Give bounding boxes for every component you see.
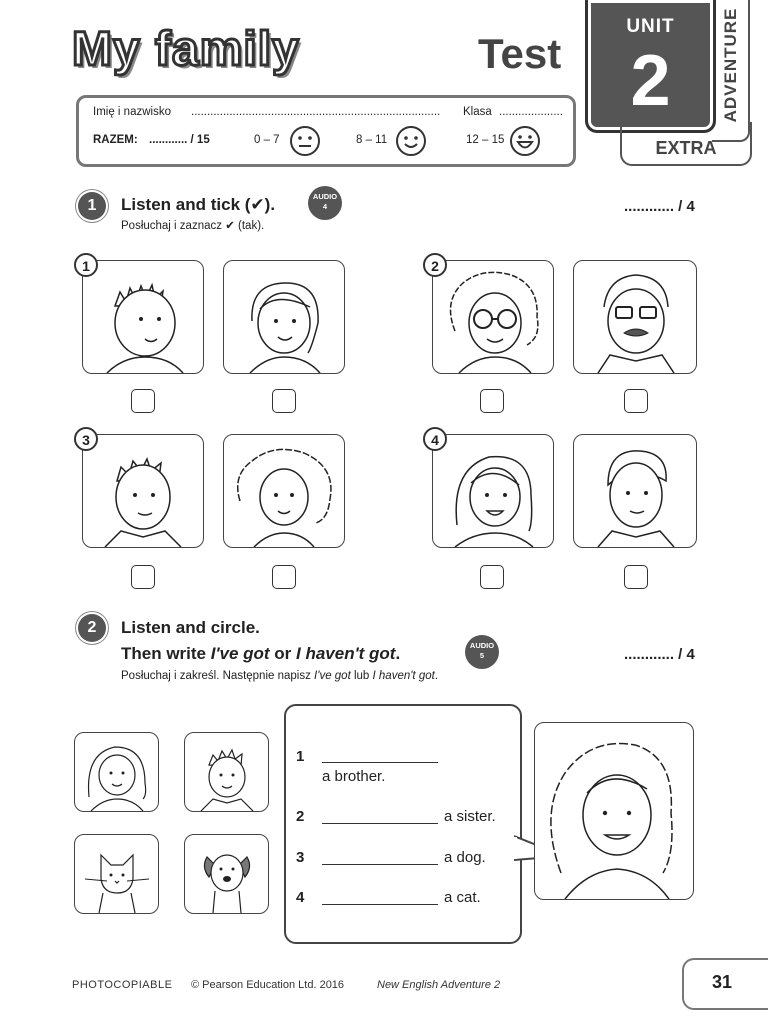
picture-boy-short-hair	[82, 434, 204, 548]
tick-box-3b[interactable]	[272, 565, 296, 589]
audio-track: 4	[322, 202, 328, 211]
class-field[interactable]: ....................	[499, 106, 563, 118]
tick-box-4b[interactable]	[624, 565, 648, 589]
picture-girl-curly-hair	[223, 434, 345, 548]
item-3-badge: 3	[74, 427, 98, 451]
task-1-number: 1	[78, 192, 106, 220]
task-1-score: ............ / 4	[624, 198, 695, 215]
tick-box-1a[interactable]	[131, 389, 155, 413]
name-field[interactable]: ..............................................................................	[191, 106, 441, 118]
sentence-3-number: 3	[296, 849, 305, 866]
name-label: Imię i nazwisko	[93, 106, 171, 118]
total-score: ............ / 15	[149, 134, 210, 146]
footer-book-title: New English Adventure 2	[377, 979, 501, 991]
tick-box-4a[interactable]	[480, 565, 504, 589]
range-low: 0 – 7	[254, 134, 280, 146]
task-2-subtitle	[121, 670, 438, 682]
footer-copyright: © Pearson Education Ltd. 2016	[191, 979, 345, 991]
range-high: 12 – 15	[466, 134, 505, 146]
title-italic: I've got	[210, 644, 270, 663]
picture-cat[interactable]	[74, 834, 159, 914]
item-1-badge: 1	[74, 253, 98, 277]
unit-tab	[585, 0, 716, 133]
picture-sister[interactable]	[74, 732, 159, 812]
series-label: ADVENTURE	[721, 7, 740, 123]
sentence-2-blank[interactable]	[322, 809, 438, 824]
footer-photocopiable: PHOTOCOPIABLE	[72, 979, 173, 991]
picture-brother[interactable]	[184, 732, 269, 812]
extra-tab	[620, 122, 752, 166]
page-number: 31	[712, 972, 733, 992]
tick-box-1b[interactable]	[272, 389, 296, 413]
subtitle-part: Posłuchaj i zakreśl. Następnie napisz	[121, 670, 315, 682]
unit-number: 2	[630, 41, 671, 121]
sentence-3-blank[interactable]	[322, 850, 438, 865]
subtitle-part: .	[434, 670, 439, 682]
picture-woman-long-hair	[432, 434, 554, 548]
adventure-strip	[712, 0, 750, 142]
audio-label: AUDIO	[469, 641, 495, 650]
subtitle-italic: I've got	[314, 670, 351, 682]
test-label: Test	[478, 30, 562, 77]
audio-track: 5	[479, 651, 485, 660]
page-number-box	[682, 958, 768, 1010]
neutral-face-icon	[289, 125, 321, 162]
tick-box-3a[interactable]	[131, 565, 155, 589]
picture-man-side-part	[573, 434, 697, 548]
picture-dog[interactable]	[184, 834, 269, 914]
task-2-number: 2	[78, 614, 106, 642]
picture-man-moustache-glasses	[573, 260, 697, 374]
sentence-4-text: a cat.	[444, 889, 481, 906]
audio-label: AUDIO	[312, 192, 338, 201]
task-1-subtitle: Posłuchaj i zaznacz ✔ (tak).	[121, 220, 265, 232]
sentence-4-number: 4	[296, 889, 305, 906]
sentence-4-blank[interactable]	[322, 890, 438, 905]
page-title: My family	[72, 23, 300, 76]
item-2-badge: 2	[423, 253, 447, 277]
tick-box-2b[interactable]	[624, 389, 648, 413]
subtitle-part: lub	[350, 670, 373, 682]
extra-label: EXTRA	[655, 138, 717, 158]
big-smile-face-icon	[509, 125, 541, 162]
student-info-box	[76, 95, 576, 167]
tick-box-2a[interactable]	[480, 389, 504, 413]
total-label: RAZEM:	[93, 134, 138, 146]
picture-woman-curly-glasses	[432, 260, 554, 374]
speech-bubble	[284, 704, 522, 944]
title-italic: I haven't got	[296, 644, 396, 663]
task-1-audio-badge[interactable]	[308, 186, 342, 220]
subtitle-italic: I haven't got	[372, 670, 435, 682]
sentence-3-text: a dog.	[444, 849, 486, 866]
unit-label: UNIT	[626, 16, 675, 37]
title-part: .	[395, 644, 401, 663]
task-2-title-line1: Listen and circle.	[121, 618, 260, 637]
task-2-score: ............ / 4	[624, 646, 695, 663]
sentence-2-number: 2	[296, 808, 305, 825]
sentence-1-blank[interactable]	[322, 748, 438, 763]
picture-boy-spiky-hair	[82, 260, 204, 374]
item-4-badge: 4	[423, 427, 447, 451]
title-part: Then write	[121, 644, 211, 663]
picture-girl-speaking	[534, 722, 694, 900]
range-mid: 8 – 11	[356, 134, 388, 146]
class-label: Klasa	[463, 106, 492, 118]
picture-girl-bob-hair	[223, 260, 345, 374]
title-part: or	[269, 644, 297, 663]
task-2-title-line2	[121, 644, 400, 664]
smile-face-icon	[395, 125, 427, 162]
sentence-2-text: a sister.	[444, 808, 496, 825]
sentence-1-number: 1	[296, 748, 305, 765]
sentence-1-text: a brother.	[322, 768, 386, 785]
task-2-audio-badge[interactable]	[465, 635, 499, 669]
task-1-title: Listen and tick (✔).	[121, 195, 276, 214]
